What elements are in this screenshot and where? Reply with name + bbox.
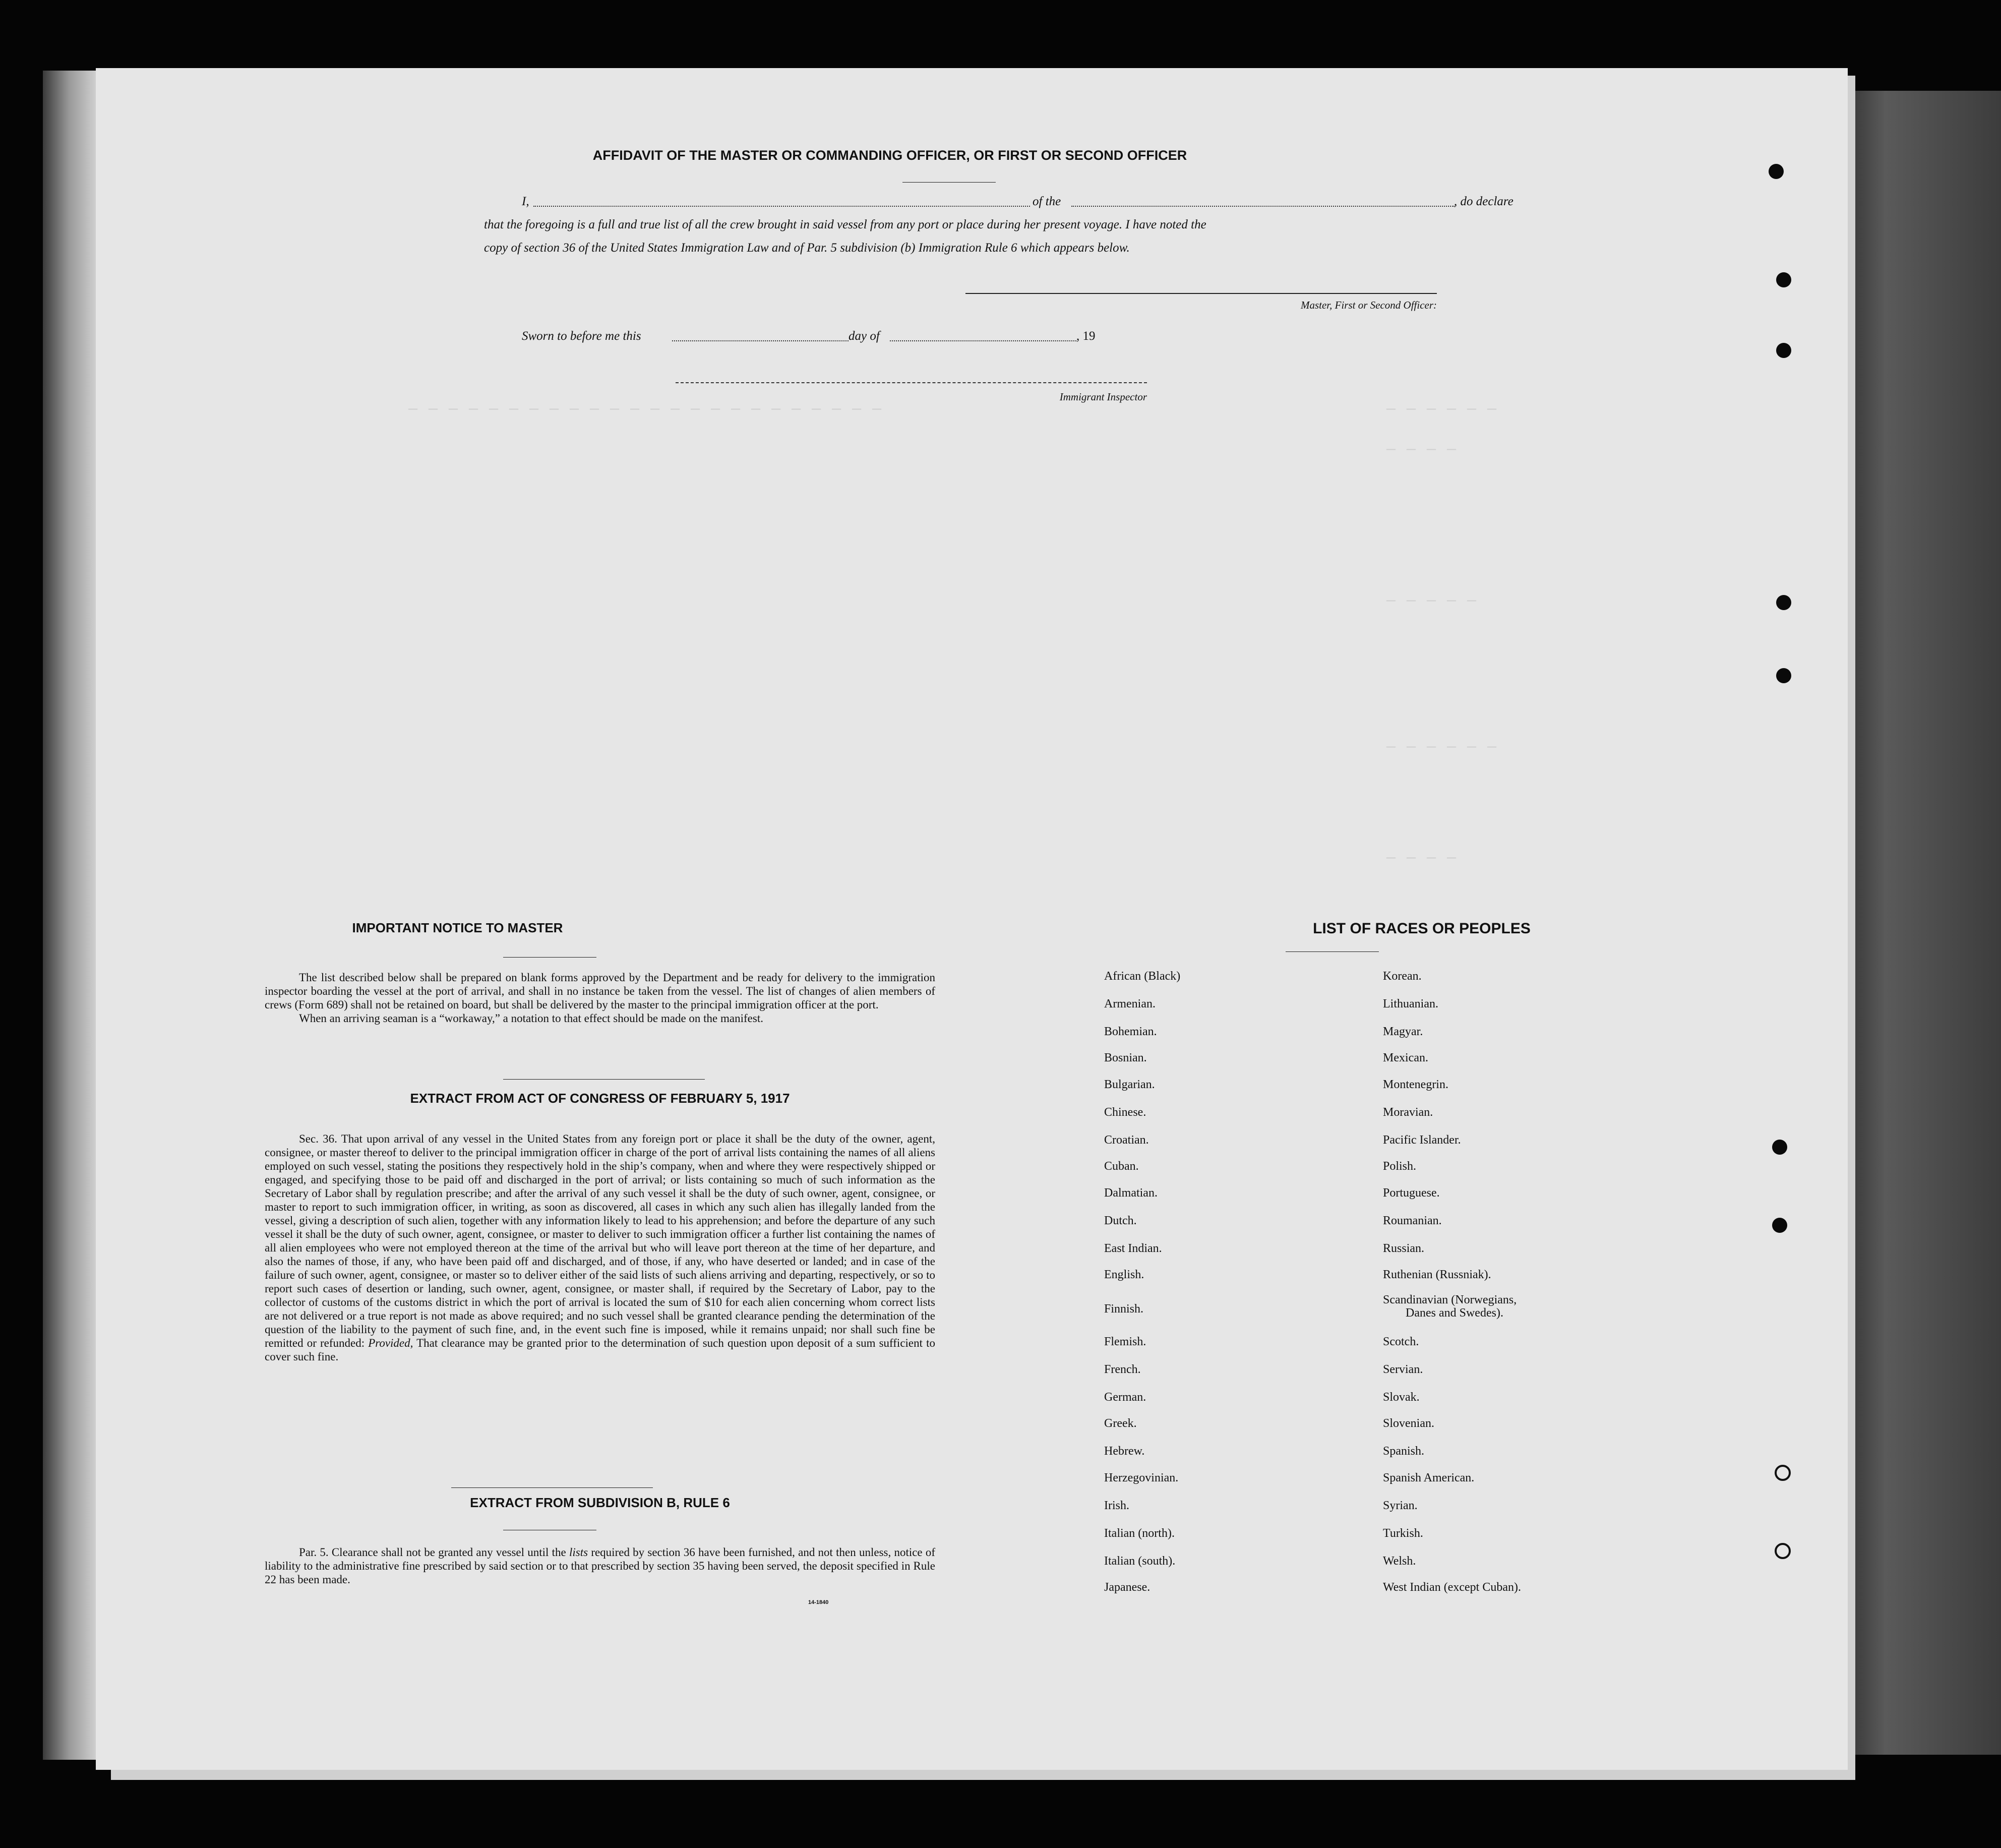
rule6-extract-title: EXTRACT FROM SUBDIVISION B, RULE 6 [470,1495,730,1510]
race-item: Pacific Islander. [1383,1134,1461,1147]
master-signature-caption: Master, First or Second Officer: [1300,299,1437,311]
declaration-of-the: of the [1033,195,1061,208]
race-item: Lithuanian. [1383,997,1438,1010]
race-item: West Indian (except Cuban). [1383,1581,1521,1594]
inspector-signature-caption: Immigrant Inspector [1059,391,1147,403]
race-item: Scandinavian (Norwegians, [1383,1293,1517,1306]
section-body: That upon arrival of any vessel in the United States from any foreign port or place it shall be the duty of the owner, agent, consignee, or master thereof to deliver to the principal immigration officer in charge of the port of arrival lists containing the names of all aliens employed on such vessel, stating the positions they respectively hold in the ship’s company, when and where they were respectively shipped or engaged, and specifying those to be paid off and discharged in the port of arrival; or lists containing so much of such information as the Secretary of Labor shall by regulation prescribe; and after the arrival of any such vessel it shall be the duty of such owner, agent, consignee, or master to report to such immigration officer, in writing, as soon as discovered, all cases in which any such alien has illegally landed from the vessel, giving a description of such alien, together with any information likely to lead to his apprehension; and before the departure of any such vessel it shall be the duty of such owner, agent, consignee, or master to deliver to such immigration officer a further list containing the names of all alien employees who were not employed thereon at the time of the arrival but who will leave port thereon at the time of her departure, and also the names of those, if any, who have been paid off and discharged, and of those, if any, who have deserted or landed; and in case of the failure of such owner, agent, consignee, or master so to deliver either of the said lists of such aliens arriving and departing, respectively, or so to report such cases of desertion or landing, such owner, agent, consignee, or master shall, if required by the Secretary of Labor, pay to the collector of customs of the customs district in which the port of arrival is located the sum of $10 for each alien concerning whom correct lists are not delivered or a true report is not made as above required; and no such vessel shall be granted clearance pending the determination of the question of the liability to the payment of such fine, and, in the event such fine is imposed, while it remains unpaid; nor shall such fine be remitted or refunded: [265,1132,935,1349]
show-through-mark: — — — — — — [1386,739,1498,756]
race-item: Turkish. [1383,1527,1423,1540]
section-body-end: That clearance may be granted prior to the determination of such question upon deposit of a sum sufficient to cover such fine. [265,1337,935,1363]
declaration-line-3: copy of section 36 of the United States Immigration Law and of Par. 5 subdivision (b) Immigration Rule 6 which appears below. [484,241,1130,255]
race-item: Welsh. [1383,1555,1416,1568]
race-item: Ruthenian (Russniak). [1383,1268,1491,1281]
notice-paragraph-1: The list described below shall be prepared on blank forms approved by the Department and be ready for delivery to the immigration inspector boarding the vessel at the port of arrival, and shall in no instance be taken from the vessel. The list of changes of alien members of crews (Form 689) shall not be retained on board, but shall be delivered by the master to the principal immigration officer at the port. [265,971,935,1011]
sworn-day-field[interactable] [672,340,848,341]
provided-word: Provided, [368,1337,413,1349]
race-item: Greek. [1104,1417,1137,1430]
declarant-name-field[interactable] [533,206,1030,207]
race-item: Moravian. [1383,1106,1433,1119]
sworn-prefix: Sworn to before me this [522,329,641,343]
race-item: Spanish American. [1383,1471,1475,1484]
race-item: Japanese. [1104,1581,1150,1594]
notice-underline [503,957,596,958]
race-item: German. [1104,1391,1146,1404]
punch-hole-icon [1769,164,1784,179]
rule6-text-a: Par. 5. Clearance shall not be granted any vessel until the [299,1546,566,1559]
race-item: Flemish. [1104,1335,1146,1348]
punch-hole-icon [1775,1543,1791,1559]
vessel-name-field[interactable] [1071,206,1454,207]
declaration-line-2: that the foregoing is a full and true list of all the crew brought in said vessel from any port or place during her present voyage. I have noted the [484,218,1206,231]
master-signature-line[interactable] [965,293,1437,294]
show-through-mark: — — — — [1386,850,1458,867]
declaration-suffix: , do declare [1454,195,1513,208]
race-item: Slovenian. [1383,1417,1434,1430]
race-item: Italian (north). [1104,1527,1175,1540]
race-item: Chinese. [1104,1106,1146,1119]
background-page-right [1835,91,2001,1755]
rule6-paragraph-5 [265,1545,935,1586]
race-item: Slovak. [1383,1391,1420,1404]
affidavit-title: AFFIDAVIT OF THE MASTER OR COMMANDING OFFICER, OR FIRST OR SECOND OFFICER [592,148,1187,163]
punch-hole-icon [1772,1218,1787,1233]
race-item: French. [1104,1363,1141,1376]
race-item: Danes and Swedes). [1406,1306,1503,1320]
notice-divider [503,1079,705,1080]
act-divider [451,1487,653,1488]
punch-hole-icon [1776,272,1791,287]
race-item: African (Black) [1104,970,1181,983]
race-item: Bosnian. [1104,1051,1147,1064]
form-code: 14-1840 [808,1599,829,1605]
race-item: Korean. [1383,970,1422,983]
race-item: Armenian. [1104,997,1156,1010]
race-item: Croatian. [1104,1134,1149,1147]
race-item: Cuban. [1104,1160,1139,1173]
show-through-mark: — — — — — [1386,592,1478,610]
race-item: Polish. [1383,1160,1417,1173]
race-item: Mexican. [1383,1051,1428,1064]
race-item: English. [1104,1268,1144,1281]
race-item: Dalmatian. [1104,1186,1158,1200]
punch-hole-icon [1776,343,1791,358]
race-item: Bohemian. [1104,1025,1157,1038]
race-item: Herzegovinian. [1104,1471,1179,1484]
race-item: Roumanian. [1383,1214,1442,1227]
act-section-36 [265,1132,935,1363]
sworn-month-field[interactable] [890,340,1076,341]
sworn-year: , 19 [1076,329,1096,343]
race-item: Portuguese. [1383,1186,1440,1200]
section-label: Sec. 36. [299,1132,337,1145]
manifest-page [96,68,1848,1770]
punch-hole-icon [1775,1465,1791,1481]
race-item: East Indian. [1104,1242,1162,1255]
act-extract-title: EXTRACT FROM ACT OF CONGRESS OF FEBRUARY 5, 1917 [410,1091,790,1106]
title-underline [902,182,996,183]
show-through-mark: — — — — — — [1386,401,1498,418]
race-item: Hebrew. [1104,1445,1145,1458]
punch-hole-icon [1776,595,1791,610]
rule6-text-b: required by section 36 have been furnished, and not then unless, notice of liability to the administrative fine prescribed by said section or to that prescribed by section 35 having been served, the deposit specified in Rule 22 has been made. [265,1546,936,1586]
punch-hole-icon [1776,668,1791,683]
declaration-prefix: I, [522,195,529,208]
inspector-signature-line[interactable] [676,382,1147,383]
race-item: Spanish. [1383,1445,1425,1458]
race-item: Servian. [1383,1363,1423,1376]
race-item: Irish. [1104,1499,1129,1512]
race-item: Scotch. [1383,1335,1419,1348]
race-item: Montenegrin. [1383,1078,1448,1091]
race-item: Bulgarian. [1104,1078,1155,1091]
race-item: Italian (south). [1104,1555,1176,1568]
race-item: Finnish. [1104,1302,1144,1316]
punch-hole-icon [1772,1140,1787,1155]
race-item: Syrian. [1383,1499,1418,1512]
sworn-day-of: day of [848,329,880,343]
race-item: Dutch. [1104,1214,1137,1227]
race-item: Russian. [1383,1242,1425,1255]
races-title: LIST OF RACES OR PEOPLES [1313,920,1531,937]
show-through-mark: — — — — — — — — — — — — — — — — — — — — — — — — [408,401,883,418]
notice-body [265,971,935,1025]
notice-title: IMPORTANT NOTICE TO MASTER [352,920,563,935]
lists-word: lists [569,1546,588,1559]
race-item: Magyar. [1383,1025,1423,1038]
show-through-mark: — — — — [1386,441,1458,458]
notice-paragraph-2: When an arriving seaman is a “workaway,” a notation to that effect should be made on the manifest. [299,1012,763,1025]
races-underline [1286,951,1379,952]
